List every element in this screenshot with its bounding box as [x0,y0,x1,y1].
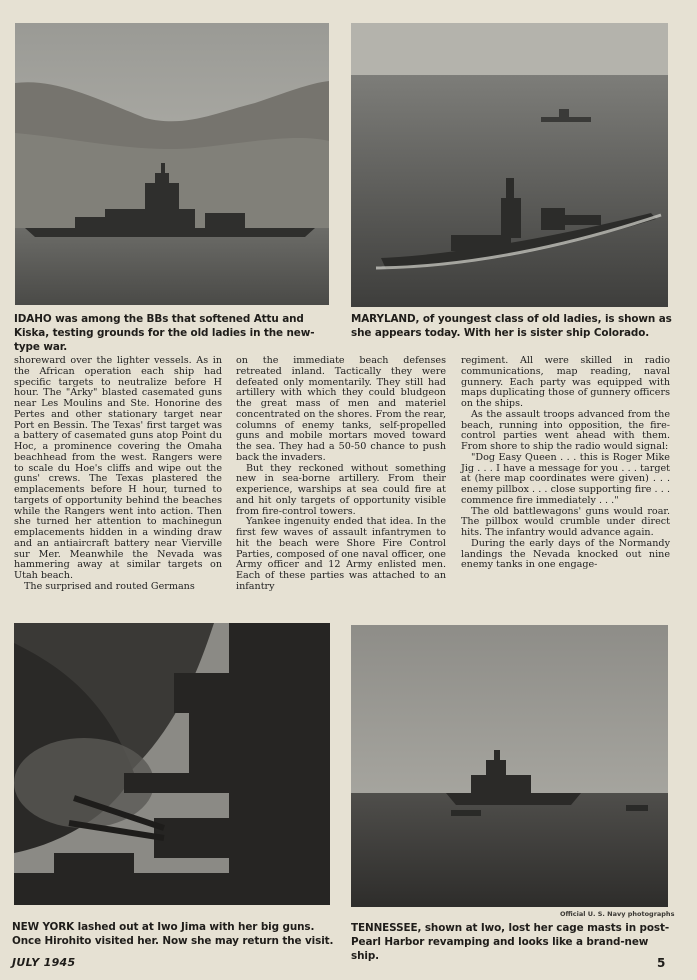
caption-newyork: NEW YORK lashed out at Iwo Jima with her big guns. Once Hirohito visited her. Now she may return the visit. [12,921,334,947]
photo-credit: Official U. S. Navy photographs [560,910,675,918]
caption-tennessee: TENNESSEE, shown at Iwo, lost her cage masts in post-Pearl Harbor revamping and looks like a brand-new ship. [351,922,670,962]
article-column-2 [236,356,446,593]
paragraph: But they reckoned without something new in sea-borne artillery. From their experience, warships at sea could fire at and hit only targets of opportunity visible from fire-control towers. [236,462,446,517]
article-column-1 [14,356,222,593]
issue-date: JULY 1945 [12,956,76,969]
photo-idaho-battleship [15,23,329,305]
paragraph: "Dog Easy Queen . . . this is Roger Mike Jig . . . I have a message for you . . . target at (here map coordinates were given) . . . enemy pillbox . . . close supporting fire . . . commence fire immediately . . ." [461,451,670,506]
paragraph: The surprised and routed Germans [24,580,195,592]
caption-maryland: MARYLAND, of youngest class of old ladies, is shown as she appears today. With her is sister ship Colorado. [351,313,672,339]
paragraph: regiment. All were skilled in radio communications, map reading, naval gunnery. Each party was equipped with maps duplicating those of gunnery officers on the ships. [461,355,670,409]
paragraph: During the early days of the Normandy landings the Nevada knocked out nine enemy tanks in one engage- [461,537,670,571]
paragraph: Yankee ingenuity ended that idea. In the first few waves of assault infantrymen to hit the beach were Shore Fire Control Parties, composed of one naval officer, one Army officer and 12 Army enlisted men. Each of these parties was attached to an infantry [236,516,446,592]
photo-newyork-battleship-guns [14,623,330,905]
paragraph: As the assault troops advanced from the beach, running into opposition, the fire-control parties went ahead with them. From shore to ship the radio would signal: [461,408,670,452]
page-number: 5 [657,956,666,970]
paragraph: shoreward over the lighter vessels. As in the African operation each ship had specific targets to neutralize before H hour. The "Arky" blasted casemated guns near Les Moulins and Ste. Honorine des Pertes and other stationary target near Port en Bessin. The Texas' first target was a battery of casemated guns atop Point du Hoc, a prominence covering the Omaha beachhead from the west. Rangers were to scale du Hoe's cliffs and wipe out the guns' crews. The Texas plastered the emplacements before H hour, turned to targets of opportunity behind the beaches while the Rangers went into action. Then she turned her attention to machinegun emplacements hidden in a winding draw and an antiaircraft battery near Vierville sur Mer. Meanwhile the Nevada was hammering away at similar targets on Utah beach. [14,355,222,581]
photo-tennessee-battleship [351,625,668,907]
caption-idaho: IDAHO was among the BBs that softened Attu and Kiska, testing grounds for the old ladies in the new-type war. [14,313,315,353]
article-column-3 [461,356,670,571]
paragraph: The old battlewagons' guns would roar. The pillbox would crumble under direct hits. The infantry would advance again. [461,505,670,538]
paragraph: on the immediate beach defenses retreated inland. Tactically they were defeated only momentarily. They still had artillery with which they could bludgeon the great mass of men and materiel concentrated on the shores. From the rear, columns of enemy tanks, self-propelled guns and mobile mortars moved toward the sea. They had a 50-50 chance to push back the invaders. [236,355,446,463]
photo-maryland-battleship [351,23,668,307]
